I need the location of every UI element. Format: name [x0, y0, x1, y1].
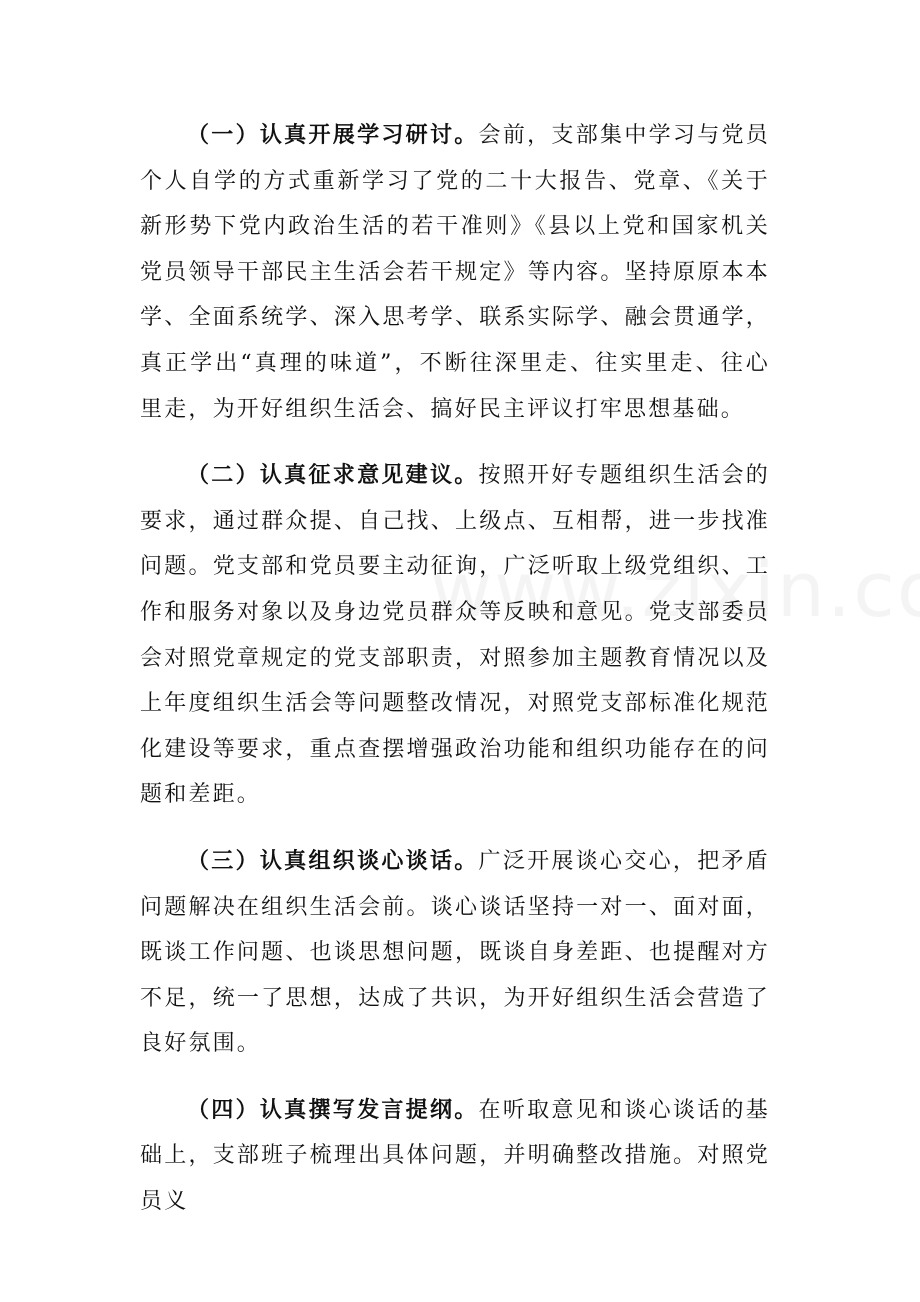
section-2-body: 按照开好专题组织生活会的要求，通过群众提、自己找、上级点、互相帮，进一步找准问题。党支部和党员要主动征询，广泛听取上级党组织、工作和服务对象以及身边党员群众等反映和意见。党支部委员会对照党章规定的党支部职责，对照参加主题教育情况以及上年度组织生活会等问题整改情况，对照党支部标准化规范化建设等要求，重点查摆增强政治功能和组织功能存在的问题和差距。 — [140, 463, 770, 808]
section-3-heading: （三）认真组织谈心谈话。 — [187, 847, 479, 874]
section-2-heading: （二）认真征求意见建议。 — [187, 462, 479, 489]
section-2-paragraph — [140, 453, 770, 818]
section-4-body: 在听取意见和谈心谈话的基础上，支部班子梳理出具体问题，并明确整改措施。对照党员义 — [140, 1097, 770, 1215]
section-1-heading: （一）认真开展学习研讨。 — [187, 122, 479, 148]
section-3-paragraph — [140, 839, 770, 1067]
section-1-paragraph — [140, 113, 770, 432]
section-4-paragraph — [140, 1088, 770, 1225]
section-3-body: 广泛开展谈心交心，把矛盾问题解决在组织生活会前。谈心谈话坚持一对一、面对面，既谈工作问题、也谈思想问题，既谈自身差距、也提醒对方不足，统一了思想，达成了共识，为开好组织生活会营造了良好氛围。 — [140, 848, 770, 1057]
section-1-body: 会前，支部集中学习与党员个人自学的方式重新学习了党的二十大报告、党章、《关于新形势下党内政治生活的若干准则》《县以上党和国家机关党员领导干部民主生活会若干规定》等内容。坚持原原本本学、全面系统学、深入思考学、联系实际学、融会贯通学，真正学出“真理的味道”，不断往深里走、往实里走、往心里走，为开好组织生活会、搞好民主评议打牢思想基础。 — [140, 123, 770, 422]
section-4-heading: （四）认真撰写发言提纲。 — [187, 1096, 479, 1123]
